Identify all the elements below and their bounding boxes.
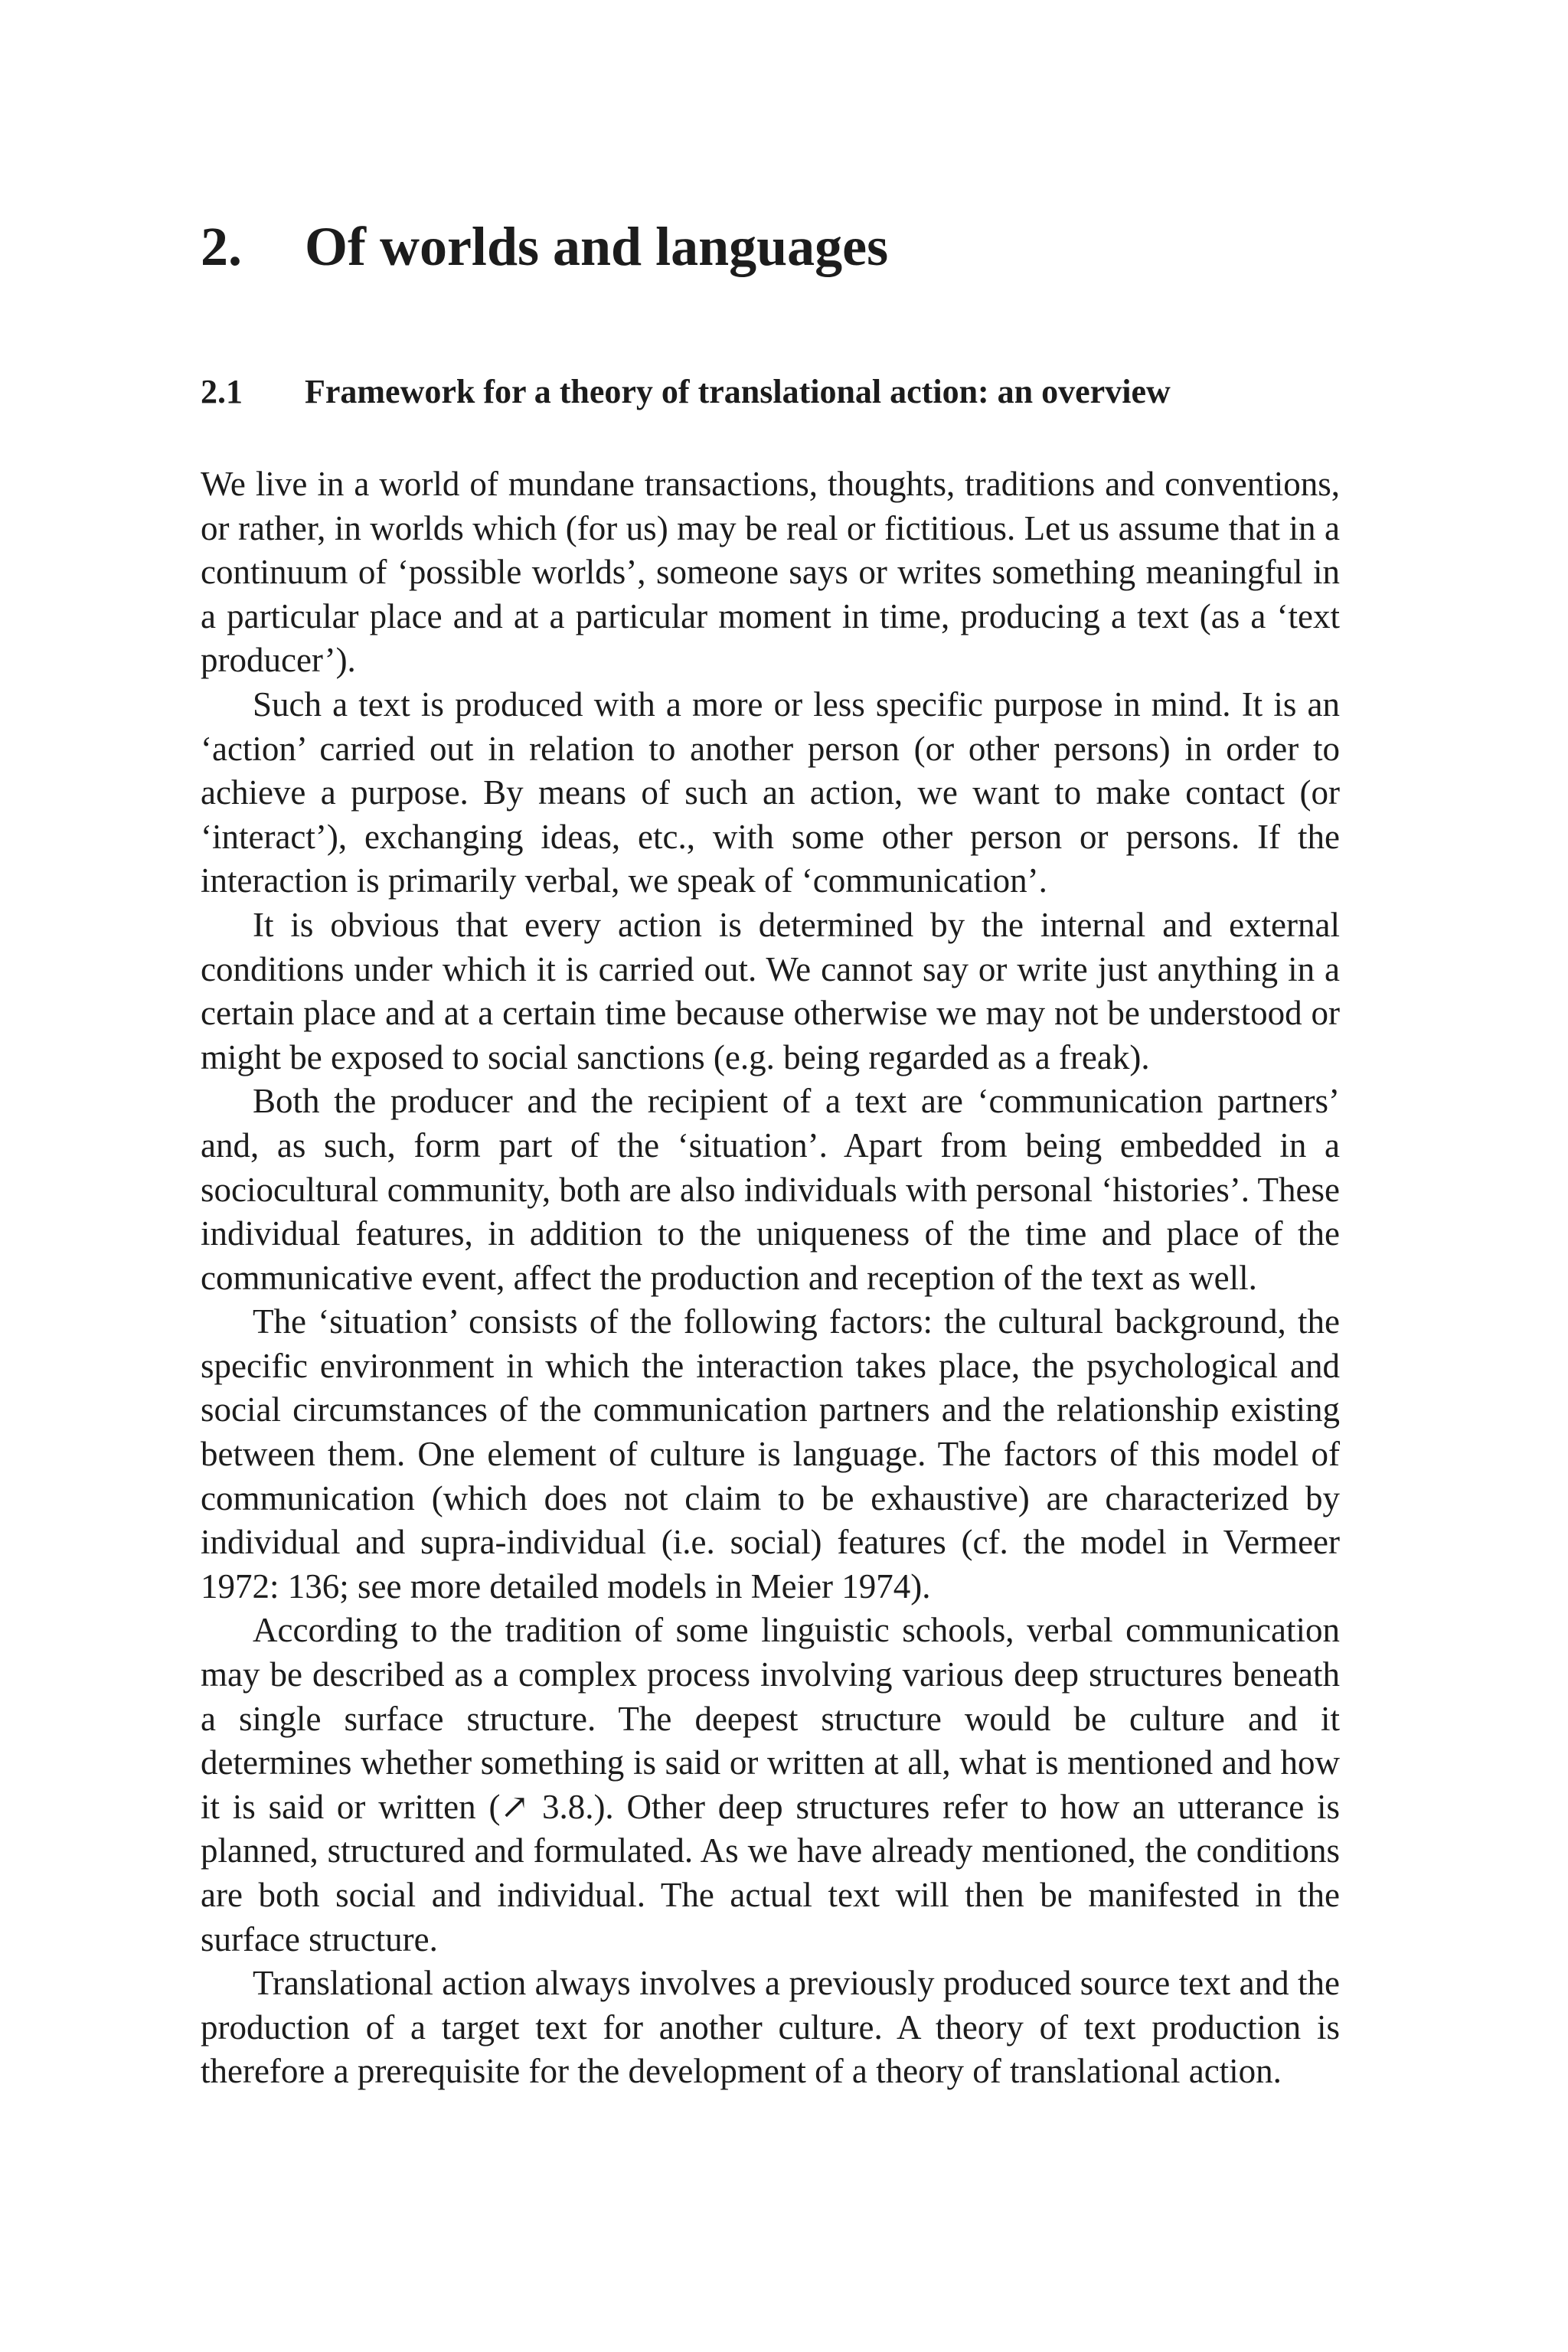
paragraph: Such a text is produced with a more or less specific purpose in mind. It is an ‘action’ carried out in relation to another person (or other persons) in order to achieve a purpose. By means of such an action, we want to make contact (or ‘interact’), exchanging ideas, etc., with some other person or persons. If the interaction is primarily verbal, we speak of ‘communication’. (201, 684, 1340, 900)
section-heading (201, 368, 1349, 416)
paragraph: The ‘situation’ consists of the following factors: the cultural background, the specific environment in which the interaction takes place, the psychological and social circumstances of the communication partners and the relationship existing between them. One element of culture is language. The factors of this model of communication (which does not claim to be exhaustive) are characterized by individual and supra-individual (i.e. social) features (cf. the model in Vermeer 1972: 136; see more detailed models in Meier 1974). (201, 1302, 1340, 1606)
body-text (201, 462, 1340, 2094)
section-title: Framework for a theory of translational action: an overview (305, 373, 1171, 410)
chapter-number: 2. (201, 216, 242, 277)
section-number: 2.1 (201, 373, 243, 410)
paragraph: It is obvious that every action is determined by the internal and external conditions under which it is carried out. We cannot say or write just anything in a certain place and at a certain time because otherwise we may not be understood or might be exposed to social sanctions (e.g. being regarded as a freak). (201, 905, 1340, 1076)
paragraph: Translational action always involves a previously produced source text and the production of a target text for another culture. A theory of text production is therefore a prerequisite for the development of a theory of translational action. (201, 1964, 1340, 2091)
chapter-heading (201, 208, 1349, 285)
paragraph: Both the producer and the recipient of a text are ‘communication partners’ and, as such, form part of the ‘situation’. Apart from being embedded in a sociocultural community, both are also individuals with personal ‘histories’. These individual features, in addition to the uniqueness of the time and place of the communicative event, affect the production and reception of the text as well. (201, 1082, 1340, 1297)
paragraph: According to the tradition of some linguistic schools, verbal communication may be described as a complex process involving various deep structures beneath a single surface structure. The deepest structure would be culture and it determines whether something is said or written at all, what is mentioned and how it is said or written (↗ 3.8.). Other deep structures refer to how an utterance is planned, structured and formulated. As we have already mentioned, the conditions are both social and individual. The actual text will then be manifested in the surface structure. (201, 1611, 1340, 1958)
chapter-title: Of worlds and languages (305, 216, 889, 277)
paragraph: We live in a world of mundane transactions, thoughts, traditions and conventions, or rather, in worlds which (for us) may be real or fictitious. Let us assume that in a continuum of ‘possible worlds’, someone says or writes something meaningful in a particular place and at a particular moment in time, producing a text (as a ‘text producer’). (201, 465, 1340, 680)
